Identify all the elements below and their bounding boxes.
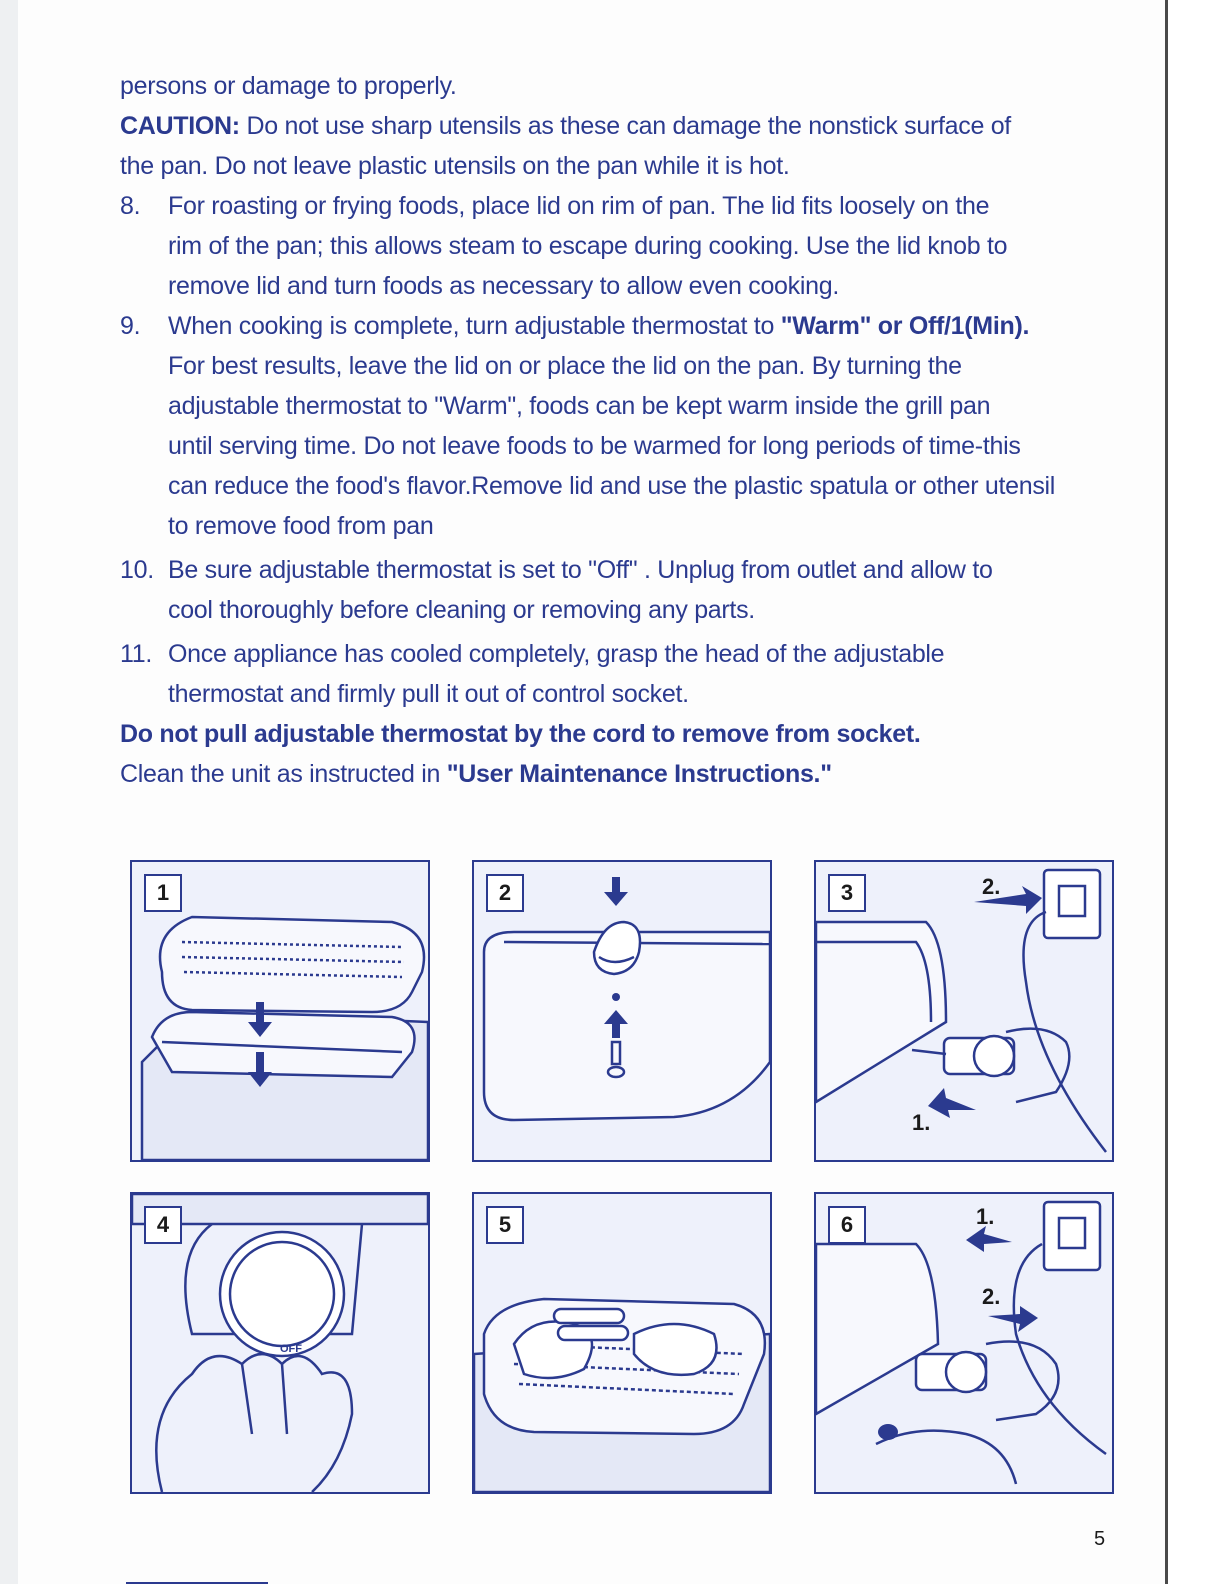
step-text: For roasting or frying foods, place lid on rim of pan. The lid fits loosely on the — [168, 192, 990, 220]
panel-number: 6 — [828, 1206, 866, 1244]
page-margin-right — [1168, 0, 1224, 1584]
panel-number: 4 — [144, 1206, 182, 1244]
step-text: Once appliance has cooled completely, grasp the head of the adjustable — [168, 640, 945, 668]
illustration-panel-3 — [814, 860, 1114, 1162]
warning-line: Do not pull adjustable thermostat by the cord to remove from socket. — [120, 720, 921, 748]
page-number: 5 — [1094, 1528, 1106, 1550]
continuation-line: persons or damage to properly. — [120, 72, 457, 100]
step-number: 8. — [120, 192, 141, 220]
step-label-2: 2. — [982, 1284, 1001, 1309]
step-text: For best results, leave the lid on or place the lid on the pan. By turning the — [168, 352, 962, 380]
step-label-1: 1. — [912, 1110, 931, 1135]
step-10 — [120, 550, 1130, 630]
caution-line-2: the pan. Do not leave plastic utensils on the pan while it is hot. — [120, 152, 790, 180]
illustration-panel-1 — [130, 860, 430, 1162]
panel-number: 2 — [486, 874, 524, 912]
step-text: can reduce the food's flavor.Remove lid and use the plastic spatula or other utensil — [168, 472, 1056, 500]
panel-number: 3 — [828, 874, 866, 912]
caution-label: CAUTION: — [120, 112, 240, 140]
step-label-1: 1. — [976, 1204, 995, 1229]
dial-off-label: OFF — [280, 1343, 302, 1355]
step-number: 9. — [120, 312, 141, 340]
step-text: to remove food from pan — [168, 512, 434, 540]
step-text: remove lid and turn foods as necessary to allow even cooking. — [168, 272, 839, 300]
clean-line — [120, 754, 1130, 794]
page-edge-left — [0, 0, 18, 1584]
caution-text: Do not use sharp utensils as these can damage the nonstick surface of — [239, 112, 1011, 140]
illustration-panel-5 — [472, 1192, 772, 1494]
step-text: rim of the pan; this allows steam to escape during cooking. Use the lid knob to — [168, 232, 1008, 260]
panel-number: 1 — [144, 874, 182, 912]
step-text: adjustable thermostat to "Warm", foods can be kept warm inside the grill pan — [168, 392, 991, 420]
illustration-panel-4 — [130, 1192, 430, 1494]
illustration-panel-2 — [472, 860, 772, 1162]
step-number: 10. — [120, 556, 154, 584]
caution-line — [120, 106, 1130, 146]
step-9 — [120, 306, 1130, 546]
step-text: until serving time. Do not leave foods to be warmed for long periods of time-this — [168, 432, 1021, 460]
warm-setting: "Warm" — [780, 312, 872, 340]
step-text: Be sure adjustable thermostat is set to "Off" . Unplug from outlet and allow to — [168, 556, 993, 584]
step-11 — [120, 634, 1130, 714]
step-text — [168, 306, 1130, 346]
step-number: 11. — [120, 640, 152, 668]
step-text: thermostat and firmly pull it out of control socket. — [168, 680, 689, 708]
maintenance-reference: "User Maintenance Instructions." — [446, 760, 832, 788]
step-label-2: 2. — [982, 874, 1001, 899]
off-setting: or Off/1(Min). — [871, 312, 1030, 340]
illustration-panel-6 — [814, 1192, 1114, 1494]
instructions-text — [120, 66, 1130, 794]
step-text-part: When cooking is complete, turn adjustable thermostat to — [168, 312, 781, 340]
step-text: cool thoroughly before cleaning or removing any parts. — [168, 596, 755, 624]
panel-number: 5 — [486, 1206, 524, 1244]
step-8 — [120, 186, 1130, 306]
page-binding-edge — [1165, 0, 1168, 1584]
clean-text: Clean the unit as instructed in — [120, 760, 447, 788]
